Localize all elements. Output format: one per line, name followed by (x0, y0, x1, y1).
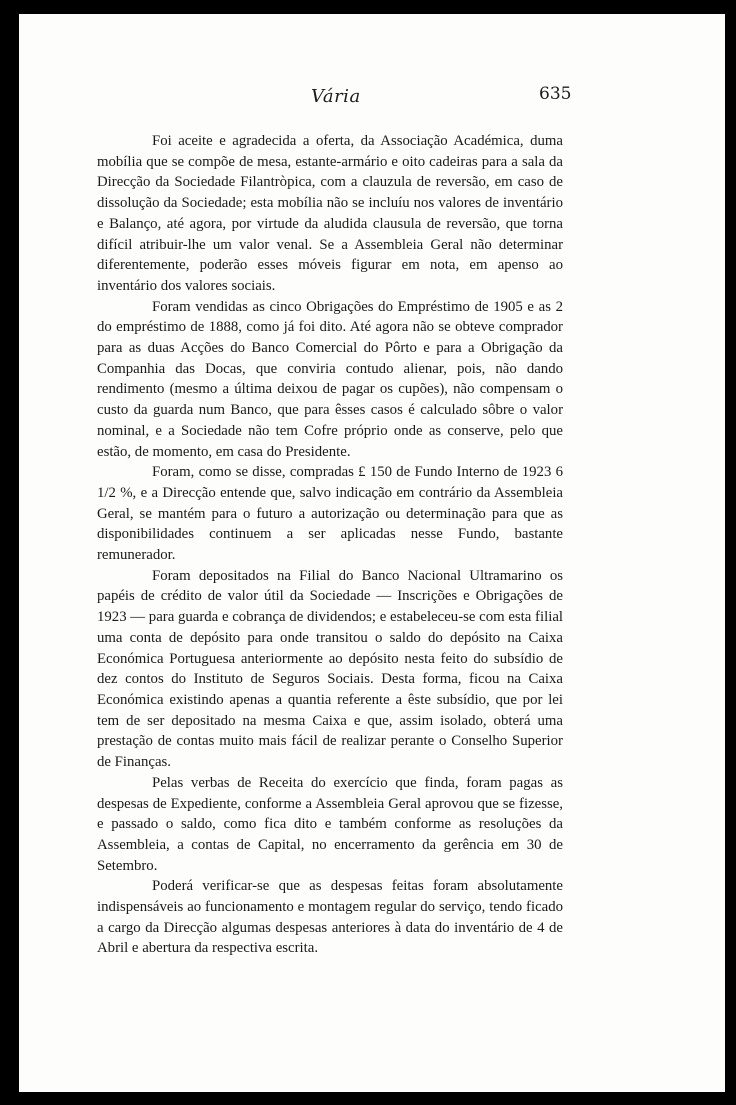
book-page (19, 14, 725, 1092)
paragraph: Poderá verificar-se que as despesas feitas foram absolutamente indispensáveis ao funcionamento e montagem regular do serviço, tendo ficado a cargo da Direcção algumas despesas anteriores à data do inventário de 4 de Abril e abertura da respectiva escrita. (97, 878, 563, 957)
page-number: 635 (539, 84, 572, 104)
paragraph: Foram depositados na Filial do Banco Nacional Ultramarino os papéis de crédito de valor útil da Sociedade — Inscrições e Obrigações de 1923 — para guarda e cobrança de dividendos; e estabeleceu-se com esta filial uma conta de depósito para onde transitou o saldo do depósito na Caixa Económica Portuguesa anteriormente ao depósito nesta feito do subsídio de dez contos do Instituto de Seguros Sociais. Desta forma, ficou na Caixa Económica existindo apenas a quantia referente a êste subsídio, que por lei tem de ser depositado na mesma Caixa e que, assim isolado, obterá uma prestação de contas muito mais fácil de realizar perante o Conselho Superior de Finanças. (97, 567, 563, 771)
running-title: Vária (311, 86, 361, 107)
page-header (19, 86, 725, 116)
body-text (97, 131, 563, 959)
paragraph: Pelas verbas de Receita do exercício que finda, foram pagas as despesas de Expediente, conforme a Assembleia Geral aprovou que se fizesse, e passado o saldo, como fica dito e também conforme as resoluções da Assembleia, a contas de Capital, no encerramento da gerência em 30 de Setembro. (97, 774, 563, 874)
paragraph: Foi aceite e agradecida a oferta, da Associação Académica, duma mobília que se compõe de mesa, estante-armário e oito cadeiras para a sala da Direcção da Sociedade Filantròpica, com a clauzula de reversão, em caso de dissolução da Sociedade; esta mobília não se incluíu nos valores de inventário e Balanço, até agora, por virtude da aludida clausula de reversão, que torna difícil atribuir-lhe um valor venal. Se a Assembleia Geral não determinar diferentemente, poderão esses móveis figurar em nota, em apenso ao inventário dos valores sociais. (97, 133, 563, 294)
paragraph: Foram vendidas as cinco Obrigações do Empréstimo de 1905 e as 2 do empréstimo de 1888, como já foi dito. Até agora não se obteve comprador para as duas Acções do Banco Comercial do Pôrto e para a Obrigação da Companhia das Docas, que conviria contudo alienar, pois, não dando rendimento (mesmo a última deixou de pagar os cupões), não compensam o custo da guarda num Banco, que para êsses casos é calculado sôbre o valor nominal, e a Sociedade não tem Cofre próprio onde as conserve, pelo que estão, de momento, em casa do Presidente. (97, 298, 563, 460)
paragraph: Foram, como se disse, compradas £ 150 de Fundo Interno de 1923 6 1/2 %, e a Direcção entende que, salvo indicação em contrário da Assembleia Geral, se mantém para o futuro a autorização ou determinação para que as disponibilidades continuem a ser aplicadas nesse Fundo, bastante remunerador. (97, 464, 563, 564)
